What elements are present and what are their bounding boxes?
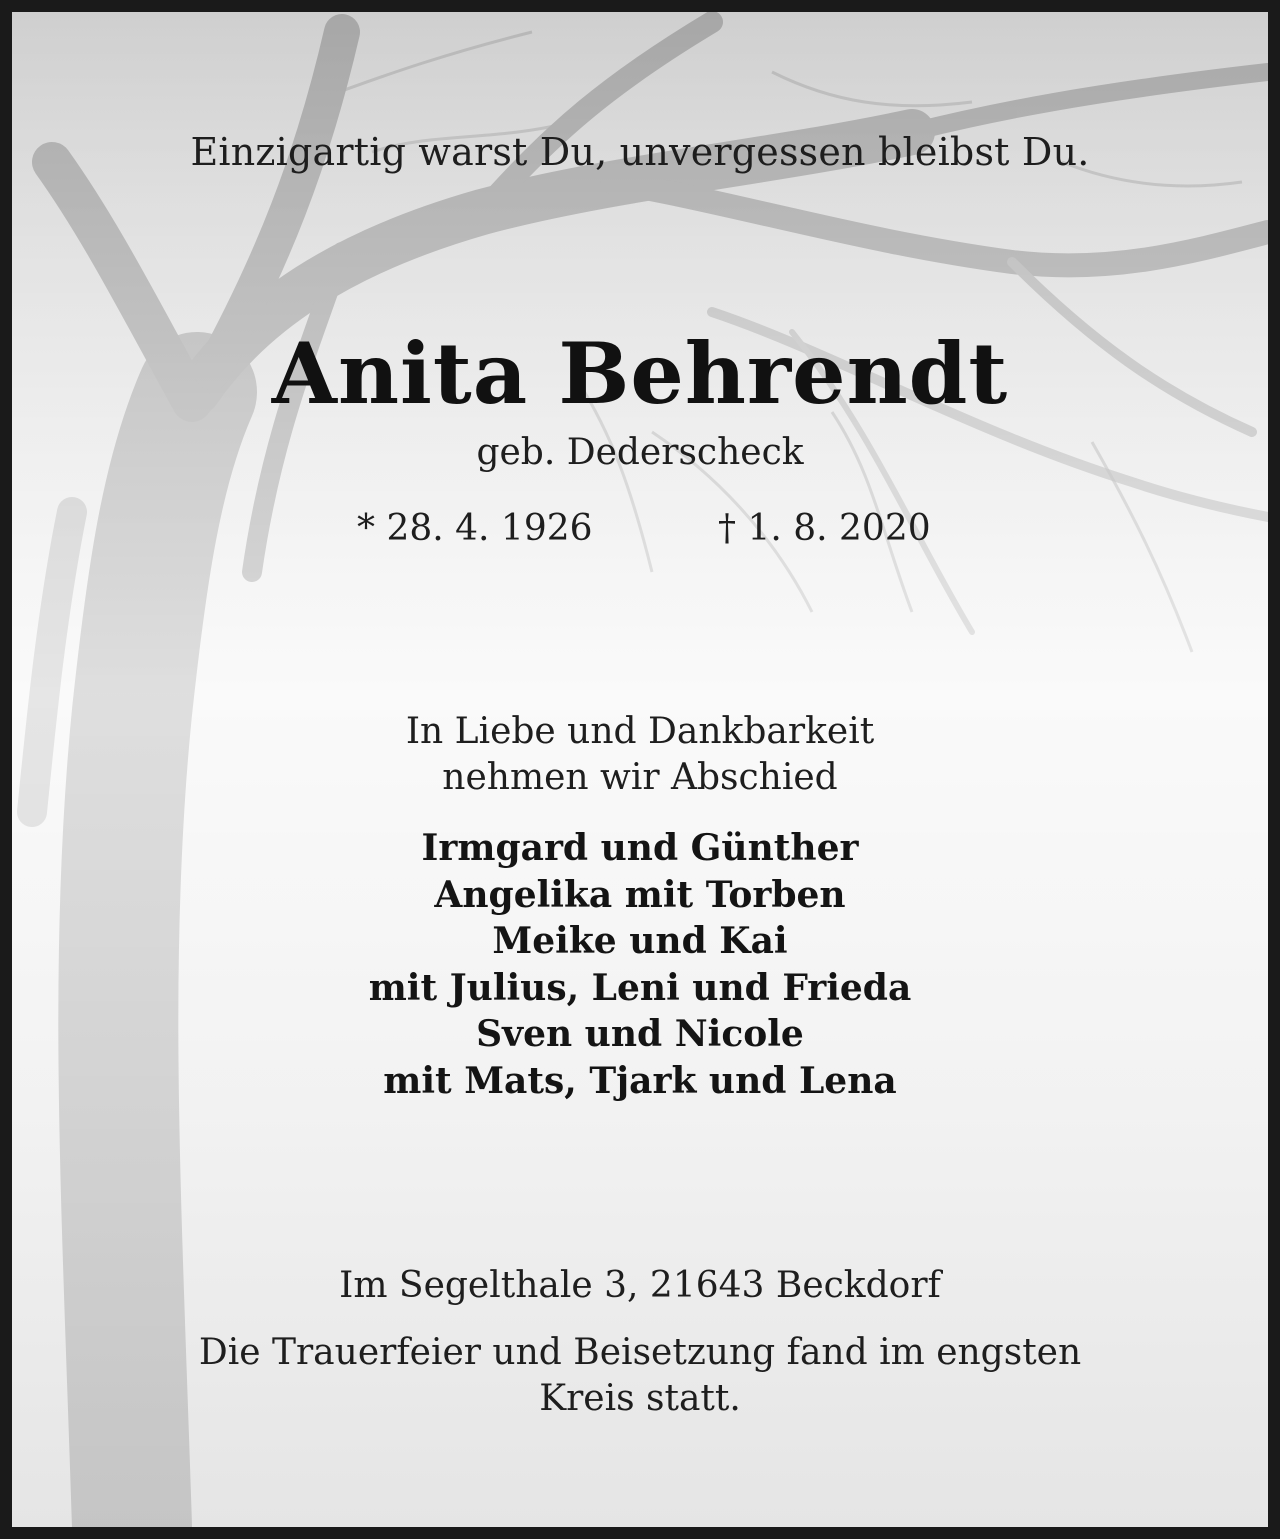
mourner-line: mit Julius, Leni und Frieda: [368, 966, 912, 1009]
ceremony-line: Die Trauerfeier und Beisetzung fand im engsten: [198, 1332, 1082, 1373]
mourner-line: Sven und Nicole: [476, 1013, 804, 1055]
maiden-name: geb. Dederscheck: [476, 432, 804, 473]
deceased-name: Anita Behrendt: [271, 324, 1009, 423]
farewell-text: [12, 709, 1268, 801]
motto: Einzigartig warst Du, unvergessen bleibst Du.: [190, 130, 1090, 174]
mourner-line: Irmgard und Günther: [421, 827, 859, 869]
mourner-line: Meike und Kai: [492, 920, 788, 962]
birth-date: * 28. 4. 1926: [357, 508, 593, 549]
ceremony-line: Kreis statt.: [539, 1378, 741, 1419]
address: Im Segelthale 3, 21643 Beckdorf: [339, 1265, 941, 1306]
notice-content: [12, 12, 1268, 1527]
ceremony-text: [12, 1330, 1268, 1422]
death-date: † 1. 8. 2020: [718, 508, 931, 549]
mourners-list: [12, 825, 1268, 1104]
mourner-line: mit Mats, Tjark und Lena: [383, 1059, 897, 1102]
mourner-line: Angelika mit Torben: [434, 873, 846, 916]
farewell-line: nehmen wir Abschied: [442, 757, 838, 798]
farewell-line: In Liebe und Dankbarkeit: [405, 711, 875, 752]
